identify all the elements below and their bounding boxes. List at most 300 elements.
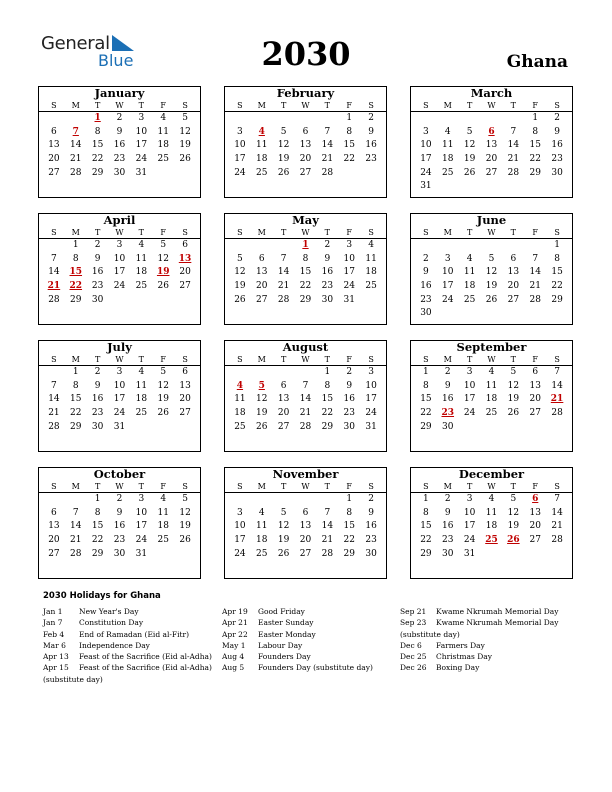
weekday-label: T xyxy=(466,101,473,110)
holiday-item xyxy=(400,617,578,628)
day-cell: 28 xyxy=(299,421,312,432)
day-cell: 15 xyxy=(321,394,334,405)
holiday-item xyxy=(43,606,221,617)
day-cell: 13 xyxy=(179,380,191,391)
logo-text-blue: Blue xyxy=(98,51,134,70)
day-cell: 17 xyxy=(113,394,126,405)
month-december xyxy=(410,467,573,579)
day-cell: 17 xyxy=(113,267,126,278)
day-cell: 21 xyxy=(70,154,82,165)
weekday-label: F xyxy=(346,482,352,491)
day-cell: 13 xyxy=(48,521,60,532)
day-cell: 21 xyxy=(507,154,520,165)
day-cell: 27 xyxy=(179,281,191,292)
day-cell: 22 xyxy=(420,408,432,419)
day-grid xyxy=(411,239,572,321)
month-title: October xyxy=(93,467,146,481)
day-cell: 22 xyxy=(529,154,541,165)
day-cell: 2 xyxy=(368,113,374,123)
holiday-name: End of Ramadan (Eid al-Fitr) xyxy=(79,629,190,639)
empty-cell xyxy=(273,239,295,253)
day-cell: 17 xyxy=(234,154,246,165)
day-cell: 26 xyxy=(277,548,290,559)
weekday-label: S xyxy=(368,101,374,110)
day-cell: 26 xyxy=(463,167,476,178)
weekday-label: T xyxy=(510,355,517,364)
day-cell: 2 xyxy=(324,240,331,250)
empty-cell xyxy=(251,112,273,126)
day-cell: 11 xyxy=(463,267,476,278)
day-cell: 15 xyxy=(91,521,104,532)
empty-cell xyxy=(316,112,338,126)
day-cell: 24 xyxy=(113,281,126,292)
day-cell: 17 xyxy=(135,521,148,532)
day-cell: 22 xyxy=(343,535,355,546)
holiday-item xyxy=(43,640,221,651)
day-cell: 23 xyxy=(551,154,563,165)
day-cell: 27 xyxy=(529,535,541,546)
day-cell: 7 xyxy=(302,380,309,391)
holiday-name: Christmas Day xyxy=(436,652,492,662)
day-cell: 29 xyxy=(420,548,432,559)
day-cell: 18 xyxy=(135,267,148,278)
day-cell: 12 xyxy=(256,394,268,405)
holiday-name: New Year's Day xyxy=(79,607,139,616)
weekday-label: W xyxy=(487,101,496,110)
day-cell: 20 xyxy=(48,535,60,546)
day-cell: 6 xyxy=(302,507,309,518)
month-october xyxy=(38,467,201,579)
weekday-label: T xyxy=(280,482,287,491)
holiday-name: Labour Day xyxy=(258,640,303,650)
day-cell: 12 xyxy=(179,507,191,518)
day-cell: 3 xyxy=(237,126,243,137)
day-cell: 13 xyxy=(299,521,312,532)
day-cell: 5 xyxy=(182,113,188,123)
holiday-day: 26 xyxy=(507,535,520,546)
day-cell: 3 xyxy=(138,113,145,123)
day-cell: 21 xyxy=(551,521,563,532)
day-cell: 10 xyxy=(343,253,355,264)
weekday-label: W xyxy=(487,482,496,491)
day-cell: 18 xyxy=(365,267,377,278)
day-cell: 6 xyxy=(302,126,309,137)
holiday-date: Apr 22 xyxy=(222,629,248,639)
day-cell: 4 xyxy=(466,253,473,264)
holiday-name: Independence Day xyxy=(79,640,150,650)
day-cell: 19 xyxy=(234,281,246,292)
weekday-label: S xyxy=(554,355,560,364)
holiday-item xyxy=(222,662,400,673)
logo-text-general: General xyxy=(41,33,110,54)
day-grid xyxy=(39,112,200,180)
month-title: July xyxy=(107,340,132,354)
holiday-item xyxy=(222,617,400,628)
day-cell: 27 xyxy=(485,167,498,178)
day-cell: 31 xyxy=(463,548,476,559)
day-cell: 23 xyxy=(420,294,432,305)
weekday-label: W xyxy=(115,355,124,364)
day-cell: 15 xyxy=(529,140,541,151)
weekday-label: T xyxy=(138,101,145,110)
day-cell: 15 xyxy=(70,394,82,405)
day-cell: 17 xyxy=(420,154,432,165)
day-cell: 11 xyxy=(157,507,169,518)
weekday-label: T xyxy=(324,355,331,364)
day-cell: 1 xyxy=(423,367,429,377)
holiday-date: Aug 5 xyxy=(222,663,245,673)
holiday-item xyxy=(400,606,578,617)
holiday-date: Feb 4 xyxy=(43,629,65,639)
empty-cell xyxy=(295,366,317,380)
day-cell: 17 xyxy=(442,281,454,292)
day-cell: 28 xyxy=(70,167,82,178)
day-cell: 8 xyxy=(532,126,539,137)
day-cell: 30 xyxy=(442,421,454,432)
day-cell: 7 xyxy=(554,494,560,504)
day-cell: 30 xyxy=(343,421,355,432)
day-cell: 17 xyxy=(463,521,476,532)
weekday-header xyxy=(411,227,572,239)
weekday-label: S xyxy=(554,482,560,491)
day-cell: 24 xyxy=(113,408,126,419)
month-title: March xyxy=(470,86,513,100)
weekday-label: M xyxy=(257,482,266,491)
day-cell: 15 xyxy=(420,521,432,532)
day-cell: 26 xyxy=(507,408,520,419)
weekday-label: T xyxy=(510,482,517,491)
holiday-day: 4 xyxy=(258,126,265,137)
day-cell: 28 xyxy=(507,167,520,178)
day-cell: 16 xyxy=(113,140,126,151)
day-cell: 9 xyxy=(444,380,451,391)
weekday-label: T xyxy=(280,355,287,364)
weekday-header xyxy=(39,100,200,112)
day-cell: 30 xyxy=(551,167,563,178)
day-cell: 8 xyxy=(72,380,79,391)
day-cell: 2 xyxy=(116,113,123,123)
day-cell: 11 xyxy=(135,253,148,264)
empty-cell xyxy=(251,239,273,253)
day-cell: 7 xyxy=(532,253,539,264)
day-cell: 27 xyxy=(48,167,60,178)
holiday-item xyxy=(222,629,400,640)
day-cell: 9 xyxy=(444,507,451,518)
day-cell: 28 xyxy=(529,294,541,305)
weekday-label: T xyxy=(94,482,101,491)
day-cell: 27 xyxy=(299,167,312,178)
day-cell: 10 xyxy=(113,380,126,391)
day-cell: 28 xyxy=(48,421,60,432)
weekday-label: W xyxy=(115,228,124,237)
holiday-date: Apr 13 xyxy=(43,652,69,662)
month-january xyxy=(38,86,201,198)
day-cell: 9 xyxy=(116,507,123,518)
day-cell: 7 xyxy=(324,507,331,518)
day-cell: 21 xyxy=(299,408,312,419)
weekday-label: T xyxy=(280,101,287,110)
day-cell: 22 xyxy=(343,154,355,165)
empty-cell xyxy=(437,239,459,253)
weekday-label: F xyxy=(346,355,352,364)
day-cell: 18 xyxy=(157,521,169,532)
day-cell: 9 xyxy=(346,380,353,391)
weekday-label: T xyxy=(138,355,145,364)
day-cell: 7 xyxy=(51,380,57,391)
day-cell: 2 xyxy=(444,494,451,504)
day-cell: 4 xyxy=(138,367,145,377)
day-cell: 26 xyxy=(277,167,290,178)
weekday-label: T xyxy=(510,101,517,110)
day-cell: 16 xyxy=(365,140,377,151)
day-cell: 14 xyxy=(551,507,563,518)
day-cell: 6 xyxy=(510,253,517,264)
empty-cell xyxy=(273,493,295,507)
day-cell: 16 xyxy=(365,521,377,532)
day-cell: 27 xyxy=(299,548,312,559)
day-cell: 30 xyxy=(91,421,104,432)
day-grid xyxy=(39,493,200,561)
holiday-date: Jan 1 xyxy=(43,607,63,616)
day-cell: 31 xyxy=(343,294,355,305)
day-cell: 28 xyxy=(551,408,563,419)
day-cell: 15 xyxy=(343,140,355,151)
holiday-date: Dec 25 xyxy=(400,652,427,662)
weekday-label: M xyxy=(443,228,452,237)
holiday-day: 15 xyxy=(69,267,83,278)
day-cell: 31 xyxy=(135,548,148,559)
day-cell: 11 xyxy=(442,140,454,151)
holiday-column xyxy=(43,606,221,685)
day-cell: 16 xyxy=(321,267,334,278)
day-cell: 20 xyxy=(529,521,541,532)
weekday-label: M xyxy=(71,355,80,364)
weekday-label: T xyxy=(94,101,101,110)
weekday-label: S xyxy=(182,355,188,364)
day-cell: 19 xyxy=(179,140,191,151)
day-cell: 5 xyxy=(237,253,243,264)
day-cell: 25 xyxy=(463,294,476,305)
day-cell: 11 xyxy=(485,380,498,391)
day-cell: 18 xyxy=(442,154,454,165)
empty-cell xyxy=(273,112,295,126)
day-cell: 28 xyxy=(48,294,60,305)
holiday-date: Apr 21 xyxy=(222,618,248,628)
day-cell: 11 xyxy=(365,253,377,264)
day-cell: 3 xyxy=(116,240,123,250)
holiday-note: (substitute day) xyxy=(400,629,460,639)
weekday-label: F xyxy=(532,101,538,110)
day-cell: 25 xyxy=(234,421,246,432)
weekday-label: S xyxy=(368,355,374,364)
month-title: January xyxy=(94,86,145,100)
empty-cell xyxy=(229,493,251,507)
month-title: April xyxy=(103,213,136,227)
day-cell: 20 xyxy=(299,154,312,165)
empty-cell xyxy=(251,493,273,507)
day-cell: 24 xyxy=(135,535,148,546)
weekday-header xyxy=(225,227,386,239)
day-cell: 17 xyxy=(135,140,148,151)
day-cell: 2 xyxy=(554,113,560,123)
day-cell: 21 xyxy=(321,154,334,165)
empty-cell xyxy=(437,112,459,126)
day-cell: 3 xyxy=(423,126,429,137)
weekday-label: T xyxy=(510,228,517,237)
weekday-label: M xyxy=(443,101,452,110)
day-cell: 7 xyxy=(72,507,79,518)
day-cell: 29 xyxy=(420,421,432,432)
day-cell: 8 xyxy=(302,253,309,264)
day-cell: 8 xyxy=(346,126,353,137)
day-cell: 14 xyxy=(277,267,290,278)
empty-cell xyxy=(295,493,317,507)
weekday-label: T xyxy=(466,228,473,237)
day-cell: 5 xyxy=(182,494,188,504)
day-cell: 29 xyxy=(551,294,563,305)
day-cell: 3 xyxy=(116,367,123,377)
day-cell: 19 xyxy=(277,154,290,165)
weekday-label: T xyxy=(466,355,473,364)
holiday-date: Apr 19 xyxy=(222,607,248,616)
holiday-day: 23 xyxy=(441,408,455,419)
day-cell: 22 xyxy=(420,535,432,546)
day-cell: 24 xyxy=(135,154,148,165)
empty-cell xyxy=(273,366,295,380)
holiday-day: 22 xyxy=(69,281,83,292)
holiday-date: Jan 7 xyxy=(43,618,63,628)
day-cell: 27 xyxy=(529,408,541,419)
day-cell: 19 xyxy=(277,535,290,546)
day-cell: 23 xyxy=(91,408,104,419)
holiday-item xyxy=(43,629,221,640)
weekday-header xyxy=(225,100,386,112)
day-cell: 9 xyxy=(94,253,101,264)
day-cell: 1 xyxy=(554,240,560,250)
weekday-label: F xyxy=(160,228,166,237)
empty-cell xyxy=(459,239,481,253)
weekday-label: F xyxy=(532,355,538,364)
holiday-item xyxy=(43,662,221,673)
empty-cell xyxy=(481,239,503,253)
weekday-header xyxy=(225,354,386,366)
day-cell: 14 xyxy=(48,267,60,278)
holiday-date: May 1 xyxy=(222,640,246,650)
weekday-label: S xyxy=(554,101,560,110)
weekday-label: T xyxy=(466,482,473,491)
holiday-day: 6 xyxy=(488,126,495,137)
day-cell: 14 xyxy=(529,267,541,278)
day-cell: 11 xyxy=(485,507,498,518)
day-cell: 29 xyxy=(299,294,312,305)
weekday-label: S xyxy=(368,228,374,237)
weekday-label: S xyxy=(423,101,429,110)
day-cell: 11 xyxy=(256,521,268,532)
day-cell: 27 xyxy=(179,408,191,419)
weekday-header xyxy=(411,481,572,493)
month-april xyxy=(38,213,201,325)
day-cell: 5 xyxy=(488,253,495,264)
day-cell: 21 xyxy=(321,535,334,546)
day-cell: 7 xyxy=(280,253,287,264)
day-cell: 10 xyxy=(234,521,246,532)
weekday-label: S xyxy=(554,228,560,237)
day-cell: 25 xyxy=(256,167,268,178)
day-cell: 9 xyxy=(554,126,560,137)
day-cell: 17 xyxy=(365,394,377,405)
empty-cell xyxy=(502,239,524,253)
day-cell: 4 xyxy=(138,240,145,250)
day-cell: 2 xyxy=(368,494,374,504)
day-cell: 12 xyxy=(157,253,169,264)
weekday-label: T xyxy=(138,482,145,491)
holiday-name: Feast of the Sacrifice (Eid al-Adha) xyxy=(79,652,212,662)
holiday-date: Dec 6 xyxy=(400,640,422,650)
holiday-day: 13 xyxy=(178,253,192,264)
day-cell: 15 xyxy=(91,140,104,151)
holiday-day: 7 xyxy=(72,126,79,137)
day-cell: 25 xyxy=(135,281,148,292)
holiday-name: Easter Sunday xyxy=(258,618,314,628)
empty-cell xyxy=(316,493,338,507)
day-cell: 29 xyxy=(70,421,82,432)
day-grid xyxy=(411,493,572,561)
day-grid xyxy=(39,239,200,307)
day-cell: 3 xyxy=(466,367,473,377)
holiday-day: 21 xyxy=(550,394,564,405)
day-cell: 27 xyxy=(507,294,520,305)
weekday-header xyxy=(411,100,572,112)
holiday-name: Kwame Nkrumah Memorial Day xyxy=(436,607,559,616)
holiday-column xyxy=(222,606,400,674)
day-cell: 22 xyxy=(321,408,334,419)
month-title: February xyxy=(276,86,335,100)
holiday-date: Sep 23 xyxy=(400,618,427,628)
day-cell: 10 xyxy=(463,380,476,391)
weekday-label: S xyxy=(182,101,188,110)
day-cell: 31 xyxy=(135,167,148,178)
day-cell: 3 xyxy=(444,253,451,264)
day-cell: 18 xyxy=(157,140,169,151)
day-cell: 1 xyxy=(532,113,539,123)
day-cell: 17 xyxy=(234,535,246,546)
weekday-label: F xyxy=(532,228,538,237)
day-cell: 18 xyxy=(256,535,268,546)
day-cell: 16 xyxy=(442,521,454,532)
weekday-header xyxy=(39,227,200,239)
day-cell: 26 xyxy=(179,154,191,165)
month-title: September xyxy=(456,340,527,354)
day-cell: 3 xyxy=(346,240,353,250)
holiday-item xyxy=(400,640,578,651)
month-title: December xyxy=(458,467,525,481)
day-cell: 3 xyxy=(138,494,145,504)
day-cell: 14 xyxy=(507,140,520,151)
holiday-item xyxy=(43,617,221,628)
day-cell: 26 xyxy=(256,421,268,432)
day-cell: 20 xyxy=(277,408,290,419)
day-cell: 4 xyxy=(444,126,451,137)
day-cell: 13 xyxy=(256,267,268,278)
weekday-label: S xyxy=(237,101,243,110)
holiday-item xyxy=(222,606,400,617)
day-cell: 5 xyxy=(510,494,517,504)
day-cell: 13 xyxy=(485,140,498,151)
day-cell: 5 xyxy=(160,367,167,377)
holiday-day: 19 xyxy=(156,267,170,278)
day-cell: 14 xyxy=(70,140,82,151)
day-cell: 19 xyxy=(179,521,191,532)
